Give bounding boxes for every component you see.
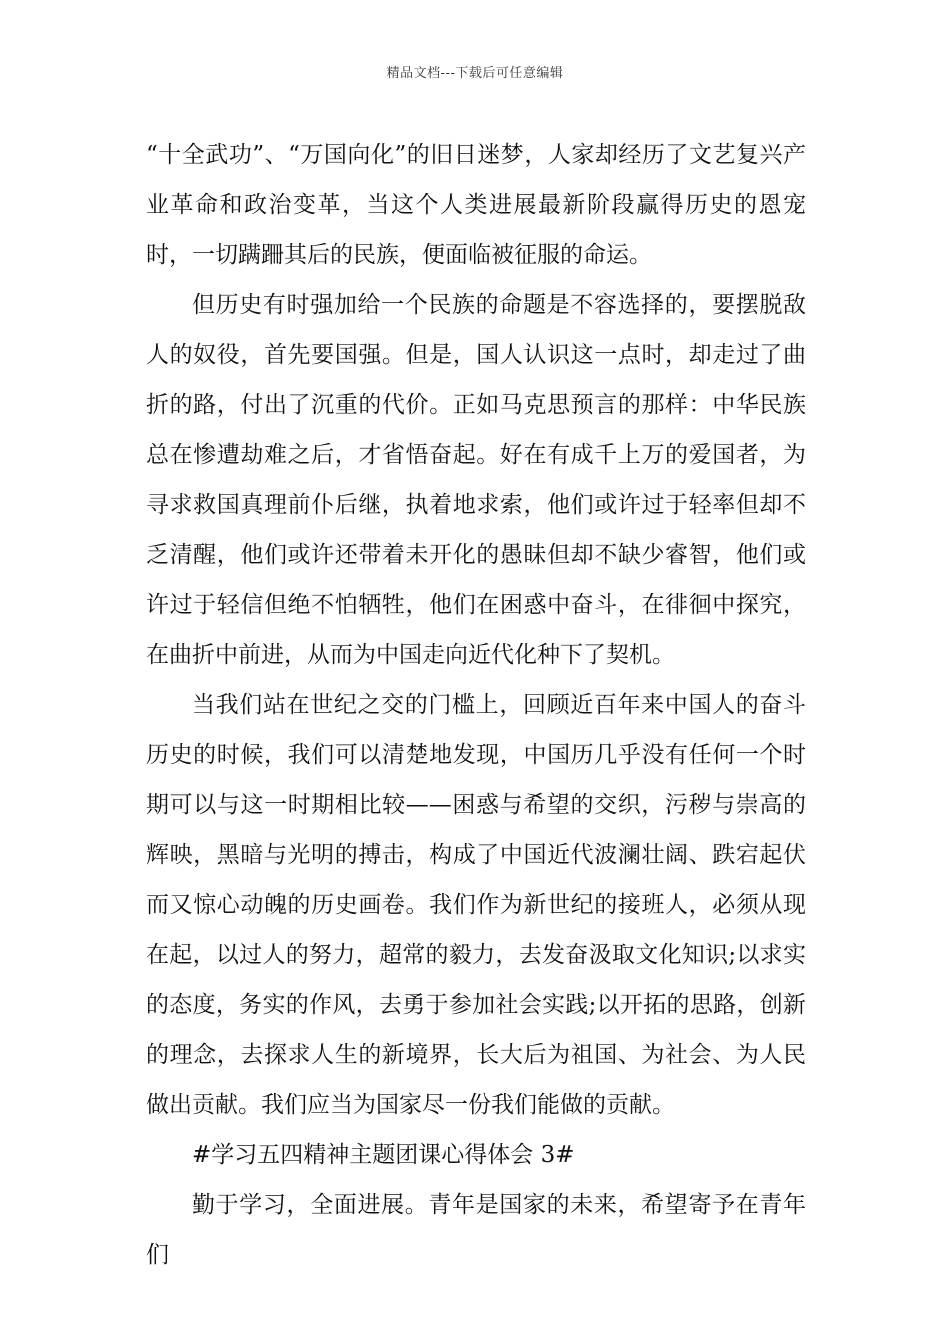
- paragraph-4: 勤于学习，全面进展。青年是国家的未来，希望寄予在青年们: [146, 1192, 806, 1268]
- paragraph-3: 当我们站在世纪之交的门槛上，回顾近百年来中国人的奋斗历史的时候，我们可以清楚地发现，中国历几乎没有任何一个时期可以与这一时期相比较——困惑与希望的交织，污秽与崇高的辉映，黑暗与光明的搏击，构成了中国近代波澜壮阔、跌宕起伏而又惊心动魄的历史画卷。我们作为新世纪的接班人，必须从现在起，以过人的努力，超常的毅力，去发奋汲取文化知识;以求实的态度，务实的作风，去勇于参加社会实践;以开拓的思路，创新的理念，去探求人生的新境界，长大后为祖国、为社会、为人民做出贡献。我们应当为国家尽一份我们能做的贡献。: [146, 692, 806, 1118]
- page-header: 精品文档---下载后可任意编辑: [386, 66, 564, 81]
- document-body: [146, 130, 806, 1280]
- paragraph-2: 但历史有时强加给一个民族的命题是不容选择的，要摆脱敌人的奴役，首先要国强。但是，国人认识这一点时，却走过了曲折的路，付出了沉重的代价。正如马克思预言的那样：中华民族总在惨遭劫难之后，才省悟奋起。好在有成千上万的爱国者，为寻求救国真理前仆后继，执着地求索，他们或许过于轻率但却不乏清醒，他们或许还带着未开化的愚昧但却不缺少睿智，他们或许过于轻信但绝不怕牺牲，他们在困惑中奋斗，在徘徊中探究，在曲折中前进，从而为中国走向近代化种下了契机。: [146, 292, 806, 668]
- paragraph-1: “十全武功”、“万国向化”的旧日迷梦，人家却经历了文艺复兴产业革命和政治变革，当这个人类进展最新阶段赢得历史的恩宠时，一切蹒跚其后的民族，便面临被征服的命运。: [146, 142, 806, 268]
- section-heading: #学习五四精神主题团课心得体会 3#: [192, 1142, 575, 1168]
